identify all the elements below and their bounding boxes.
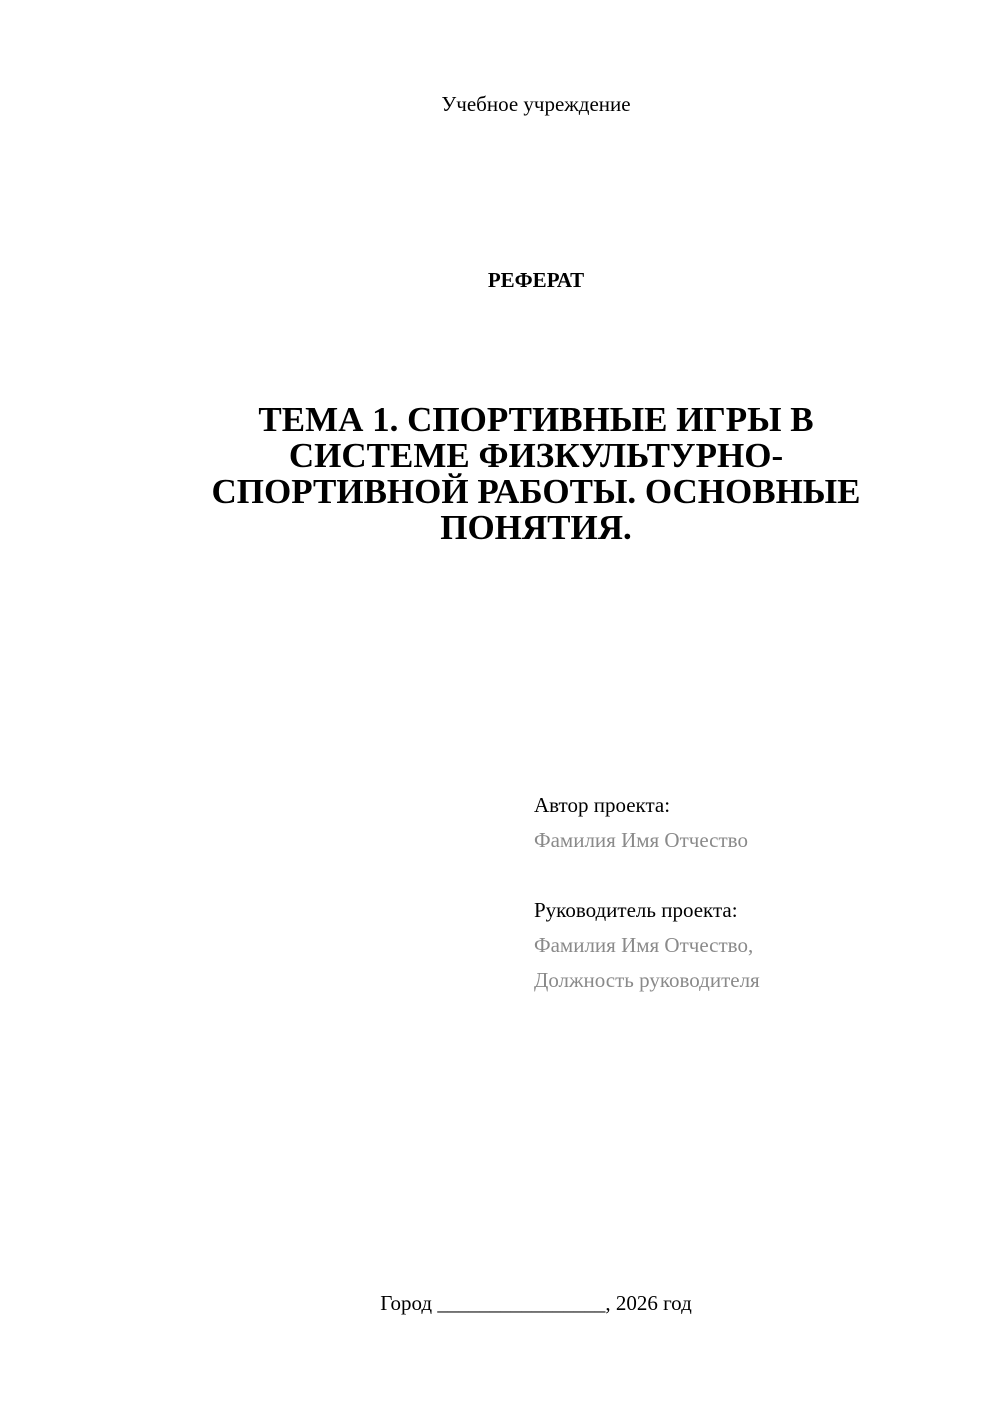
supervisor-name: Фамилия Имя Отчество, [534,933,754,957]
supervisor-position: Должность руководителя [534,968,760,992]
credits-block [534,788,974,998]
institution-name: Учебное учреждение [441,92,631,116]
credits-spacer [534,858,974,893]
document-topic: ТЕМА 1. СПОРТИВНЫЕ ИГРЫ В СИСТЕМЕ ФИЗКУЛЬТУРНО-СПОРТИВНОЙ РАБОТЫ. ОСНОВНЫЕ ПОНЯТИЯ. [211,400,861,547]
author-name: Фамилия Имя Отчество [534,828,748,852]
city-year-line: Город ________________, 2026 год [380,1291,692,1315]
author-label: Автор проекта: [534,793,671,817]
supervisor-label: Руководитель проекта: [534,898,738,922]
document-type: РЕФЕРАТ [487,268,585,292]
